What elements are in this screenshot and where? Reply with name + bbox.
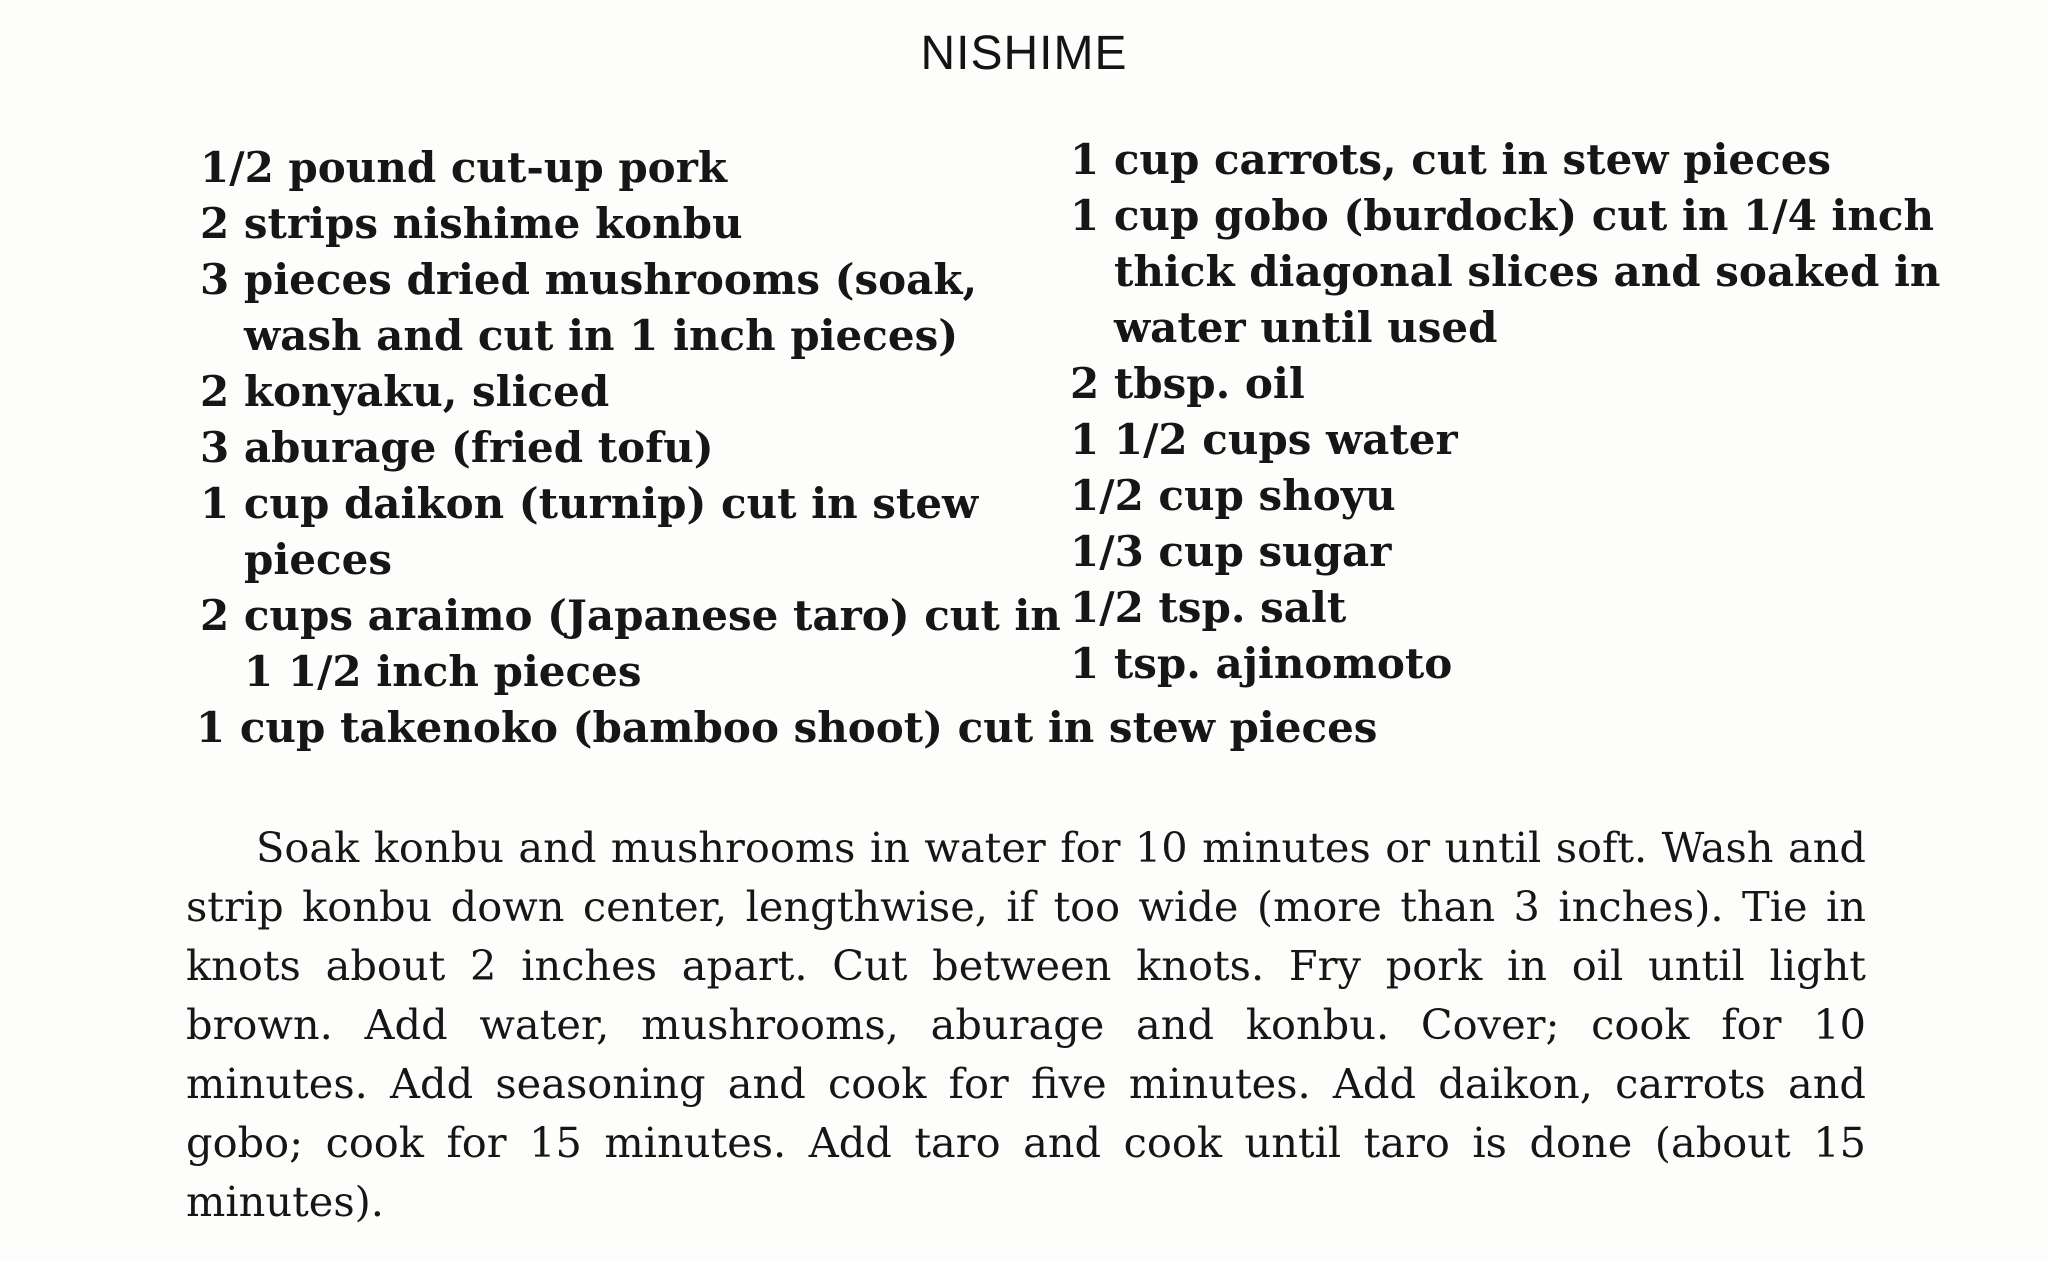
ingredient-item: 2 strips nishime konbu xyxy=(200,199,743,248)
ingredient-item: 1 tsp. ajinomoto xyxy=(1070,639,1453,688)
ingredient-item: 1 cup daikon (turnip) cut in stew pieces xyxy=(200,479,979,584)
ingredient-item: 3 pieces dried mushrooms (soak, wash and cut in 1 inch pieces) xyxy=(200,255,978,360)
ingredient-item: 3 aburage (fried tofu) xyxy=(200,423,714,472)
ingredient-list-left xyxy=(200,140,1080,700)
ingredient-item: 1 cup gobo (burdock) cut in 1/4 inch thick diagonal slices and soaked in water until used xyxy=(1070,191,1941,352)
ingredient-item: 1/3 cup sugar xyxy=(1070,527,1392,576)
ingredient-item: 2 tbsp. oil xyxy=(1070,359,1305,408)
method-paragraph: Soak konbu and mushrooms in water for 10 minutes or until soft. Wash and strip konbu down center, lengthwise, if too wide (more than 3 inches). Tie in knots about 2 inches apart. Cut between knots. Fry pork in oil until light brown. Add water, mushrooms, aburage and konbu. Cover; cook for 10 minutes. Add seasoning and cook for five minutes. Add daikon, carrots and gobo; cook for 15 minutes. Add taro and cook until taro is done (about 15 minutes). xyxy=(186,823,1866,1226)
ingredient-item: 1 cup carrots, cut in stew pieces xyxy=(1070,135,1832,184)
ingredient-item: 1/2 tsp. salt xyxy=(1070,583,1347,632)
ingredient-item: 1/2 pound cut-up pork xyxy=(200,143,727,192)
ingredient-item: 1 1/2 cups water xyxy=(1070,415,1458,464)
ingredient-item: 2 konyaku, sliced xyxy=(200,367,610,416)
ingredient-item-full-width: 1 cup takenoko (bamboo shoot) cut in stew pieces xyxy=(196,703,1378,752)
recipe-title: NISHIME xyxy=(920,27,1128,80)
ingredient-item: 2 cups araimo (Japanese taro) cut in 1 1/2 inch pieces xyxy=(200,591,1061,696)
ingredient-list-right xyxy=(1070,132,1950,692)
ingredient-item: 1/2 cup shoyu xyxy=(1070,471,1396,520)
